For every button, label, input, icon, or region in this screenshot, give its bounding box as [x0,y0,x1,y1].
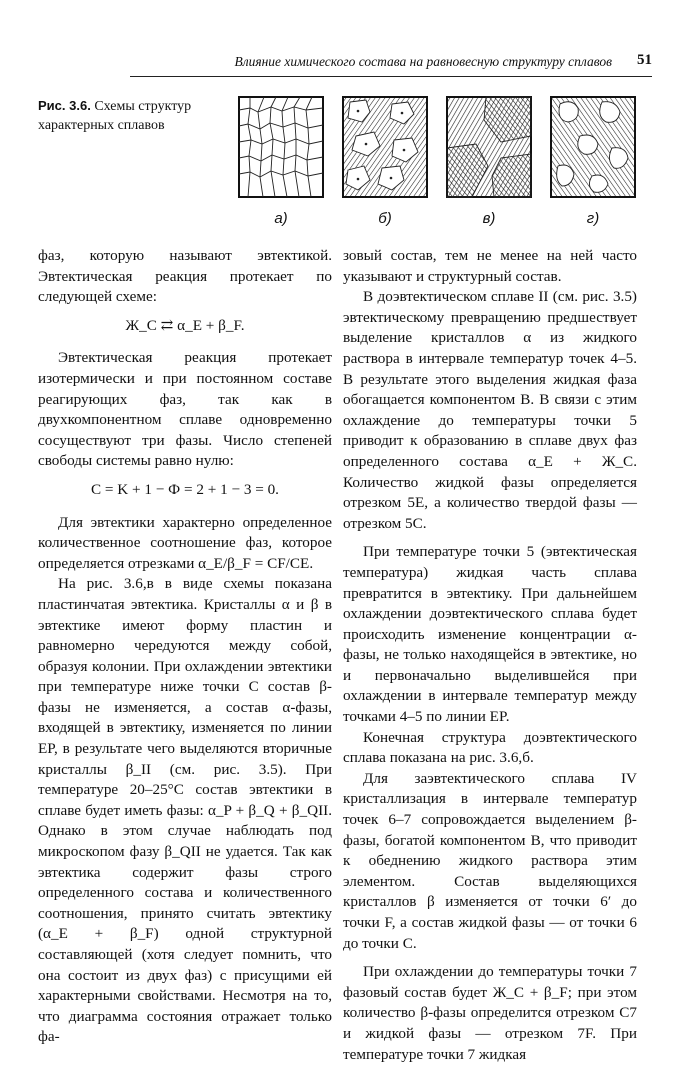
figure-caption-text: Схемы структур характерных сплавов [38,99,192,133]
left-text-column [38,246,332,1048]
eutectic-reaction-formula: Ж_C ⇄ α_E + β_F. [125,316,245,334]
figure-panel-c [446,96,532,198]
figure-panel-a-label: а) [274,210,288,227]
paragraph: Для заэвтектического сплава IV кристаллизация в интервале температур точек 6–7 сопровождается выделением β-фазы, богатой компонентом B, что приводит к обеднению жидкого раствора этим элементом. Состав выделяющихся кристаллов β изменяется от точки 6′ до точки F, а состав жидкой фазы — от точки 6 до точки C. [343,769,637,952]
figure-panel-b [342,96,428,198]
lamellar-eutectic-illustration [446,96,532,198]
figure-caption-label: Рис. 3.6. [38,98,91,113]
paragraph: зовый состав, тем не менее на ней часто указывают и структурный состав. [343,247,637,285]
paragraph: Для эвтектики характерно определенное количественное соотношение фаз, которое определяется отрезками α_E/β_F = CF/CE. [38,513,332,572]
figure-panel-d-label: г) [586,210,600,227]
figure-panel-a [238,96,324,198]
figure-caption [38,96,218,135]
paragraph: Эвтектическая реакция протекает изотермически и при постоянном составе реагирующих фаз, так как в двухкомпонентном сплаве одновременно сосуществуют три фазы. Число степеней свободы системы равно нулю: [38,349,332,470]
figure-panel-c-label: в) [482,210,496,227]
running-header-title: Влияние химического состава на равновесную структуру сплавов [234,54,612,69]
paragraph: В доэвтектическом сплаве II (см. рис. 3.5) эвтектическому превращению предшествует выделение кристаллов α из жидкого раствора в интервале температур точек 4–5. В результате этого выделения жидкая фаза обогащается компонентом B. В связи с этим охлаждение до температуры точки 5 приводит к образованию в сплаве двух фаз определенного состава α_E + Ж_C. Количество жидкой фазы определяется отрезком 5E, а количество твердой фазы — отрезком 5C. [343,288,637,532]
hypoeutectic-structure-illustration [342,96,428,198]
paragraph: При охлаждении до температуры точки 7 фазовый состав будет Ж_C + β_F; при этом количество β-фазы определится отрезком C7 и жидкой фазы — отрезком 7F. При температуре точки 7 жидкая [343,963,637,1063]
single-phase-grains-illustration [238,96,324,198]
paragraph: фаз, которую называют эвтектикой. Эвтектическая реакция протекает по следующей схеме: [38,247,332,306]
degrees-of-freedom-formula: C = K + 1 − Ф = 2 + 1 − 3 = 0. [91,480,279,498]
paragraph: При температуре точки 5 (эвтектическая температура) жидкая часть сплава превратится в эвтектику. При дальнейшем охлаждении доэвтектического сплава будет происходить изменение концентрации α-фазы, не только находящейся в эвтектике, но и первоначально выделившейся при охлаждении в интервале температур между точками 4–5 по линии EP. [343,543,637,726]
paragraph: Конечная структура доэвтектического сплава показана на рис. 3.6,б. [343,728,637,767]
running-header [130,50,652,77]
figure-panel-b-label: б) [378,210,392,227]
paragraph: На рис. 3.6,в в виде схемы показана пластинчатая эвтектика. Кристаллы α и β в эвтектике имеют форму пластин и равномерно чередуются между собой, образуя колонии. При охлаждении эвтектики при температуре ниже точки C состав β-фазы не изменяется, а состав α-фазы, входящей в эвтектику, изменяется по линии EP, в результате чего выделяются вторичные кристаллы β_II (см. рис. 3.5). При температуре 20–25°C состав эвтектики в сплаве будет иметь фазы: α_P + β_Q + β_QII. Однако в этом случае наблюдать под микроскопом фазу β_QII не удается. Так как эвтектика содержит фазы строго определенного состава и количественного соотношения, принято считать эвтектику (α_E + β_F) одной структурной составляющей (хотя следует помнить, что она состоит из двух фаз) с присущими ей характерными свойствами. Несмотря на то, что диаграмма состояния отражает только фа- [38,575,332,1046]
hypereutectic-structure-illustration [550,96,636,198]
page-number: 51 [637,52,652,68]
figure-panel-d [550,96,636,198]
right-text-column [343,246,637,1065]
